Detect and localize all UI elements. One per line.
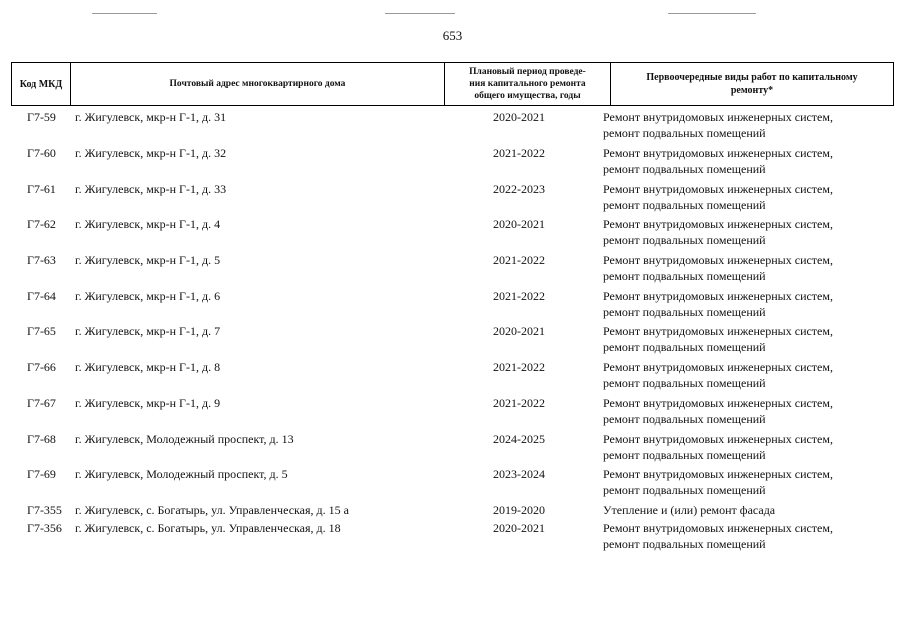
row-code: Г7-64 (27, 289, 56, 303)
row-period: 2019-2020 (493, 503, 545, 517)
row-works (603, 216, 895, 248)
row-period: 2021-2022 (493, 360, 545, 374)
row-address: г. Жигулевск, Молодежный проспект, д. 5 (75, 467, 288, 481)
row-code: Г7-356 (27, 521, 62, 535)
row-works (603, 466, 895, 498)
row-works (603, 145, 895, 177)
row-address: г. Жигулевск, с. Богатырь, ул. Управленческая, д. 15 а (75, 503, 349, 517)
row-works (603, 288, 895, 320)
header-works-line: Первоочередные виды работ по капитальному (646, 72, 858, 83)
row-works-line: Утепление и (или) ремонт фасада (603, 503, 776, 517)
row-address: г. Жигулевск, мкр-н Г-1, д. 6 (75, 289, 221, 303)
row-code: Г7-59 (27, 110, 56, 124)
row-works-line: Ремонт внутридомовых инженерных систем, (603, 396, 833, 410)
scan-artifact-line (92, 13, 157, 14)
row-works-line: ремонт подвальных помещений (603, 198, 766, 212)
row-works (603, 109, 895, 141)
row-works-line: ремонт подвальных помещений (603, 305, 766, 319)
row-address: г. Жигулевск, Молодежный проспект, д. 13 (75, 432, 294, 446)
scan-artifact-line (668, 13, 756, 14)
row-works-line: ремонт подвальных помещений (603, 448, 766, 462)
row-works-line: ремонт подвальных помещений (603, 126, 766, 140)
row-period: 2024-2025 (493, 432, 545, 446)
row-works-line: Ремонт внутридомовых инженерных систем, (603, 467, 833, 481)
row-period: 2020-2021 (493, 521, 545, 535)
row-period: 2021-2022 (493, 146, 545, 160)
row-period: 2021-2022 (493, 253, 545, 267)
row-code: Г7-67 (27, 396, 56, 410)
row-period: 2020-2021 (493, 217, 545, 231)
row-code: Г7-62 (27, 217, 56, 231)
row-works-line: ремонт подвальных помещений (603, 340, 766, 354)
row-address: г. Жигулевск, мкр-н Г-1, д. 33 (75, 182, 227, 196)
header-period (445, 63, 611, 105)
row-works (603, 323, 895, 355)
row-works (603, 502, 895, 518)
row-works-line: Ремонт внутридомовых инженерных систем, (603, 324, 833, 338)
row-works-line: ремонт подвальных помещений (603, 537, 766, 551)
header-period-line: Плановый период проведе- (469, 67, 586, 77)
row-works-line: ремонт подвальных помещений (603, 483, 766, 497)
row-code: Г7-61 (27, 182, 56, 196)
row-address: г. Жигулевск, мкр-н Г-1, д. 31 (75, 110, 227, 124)
row-address: г. Жигулевск, мкр-н Г-1, д. 7 (75, 324, 221, 338)
row-works (603, 252, 895, 284)
row-address: г. Жигулевск, мкр-н Г-1, д. 8 (75, 360, 221, 374)
row-works (603, 181, 895, 213)
row-works-line: Ремонт внутридомовых инженерных систем, (603, 146, 833, 160)
header-code: Код МКД (12, 63, 71, 105)
row-address: г. Жигулевск, мкр-н Г-1, д. 4 (75, 217, 221, 231)
row-works-line: Ремонт внутридомовых инженерных систем, (603, 253, 833, 267)
table-header (11, 62, 894, 106)
header-works (611, 63, 893, 105)
row-address: г. Жигулевск, с. Богатырь, ул. Управленческая, д. 18 (75, 521, 341, 535)
row-works-line: Ремонт внутридомовых инженерных систем, (603, 110, 833, 124)
row-code: Г7-355 (27, 503, 62, 517)
row-code: Г7-69 (27, 467, 56, 481)
row-works (603, 395, 895, 427)
row-works-line: Ремонт внутридомовых инженерных систем, (603, 217, 833, 231)
row-period: 2023-2024 (493, 467, 545, 481)
row-address: г. Жигулевск, мкр-н Г-1, д. 5 (75, 253, 221, 267)
row-works-line: Ремонт внутридомовых инженерных систем, (603, 432, 833, 446)
row-code: Г7-60 (27, 146, 56, 160)
row-works-line: Ремонт внутридомовых инженерных систем, (603, 182, 833, 196)
row-period: 2021-2022 (493, 396, 545, 410)
row-code: Г7-65 (27, 324, 56, 338)
row-works (603, 359, 895, 391)
row-code: Г7-68 (27, 432, 56, 446)
row-works-line: Ремонт внутридомовых инженерных систем, (603, 360, 833, 374)
header-works-line: ремонту* (730, 85, 774, 96)
row-works-line: ремонт подвальных помещений (603, 233, 766, 247)
page-number: 653 (442, 28, 463, 43)
row-works-line: Ремонт внутридомовых инженерных систем, (603, 521, 833, 535)
header-period-line: ния капитального ремонта (469, 79, 586, 89)
row-address: г. Жигулевск, мкр-н Г-1, д. 9 (75, 396, 221, 410)
row-code: Г7-63 (27, 253, 56, 267)
row-works (603, 520, 895, 552)
header-address: Почтовый адрес многоквартирного дома (71, 63, 445, 105)
scan-artifact-line (385, 13, 455, 14)
row-address: г. Жигулевск, мкр-н Г-1, д. 32 (75, 146, 227, 160)
row-works-line: ремонт подвальных помещений (603, 269, 766, 283)
row-works-line: ремонт подвальных помещений (603, 162, 766, 176)
header-period-line: общего имущества, годы (474, 91, 581, 101)
row-period: 2020-2021 (493, 110, 545, 124)
row-works-line: ремонт подвальных помещений (603, 412, 766, 426)
row-period: 2022-2023 (493, 182, 545, 196)
row-code: Г7-66 (27, 360, 56, 374)
row-works-line: ремонт подвальных помещений (603, 376, 766, 390)
row-works (603, 431, 895, 463)
row-period: 2021-2022 (493, 289, 545, 303)
row-period: 2020-2021 (493, 324, 545, 338)
row-works-line: Ремонт внутридомовых инженерных систем, (603, 289, 833, 303)
